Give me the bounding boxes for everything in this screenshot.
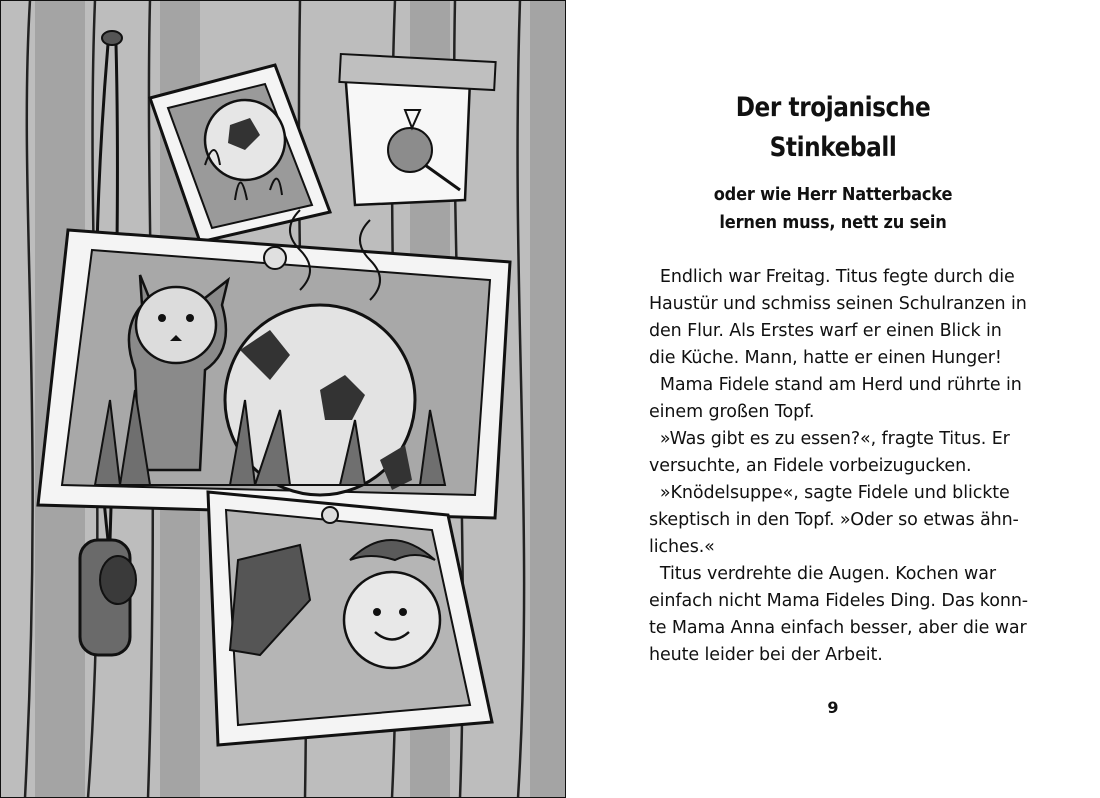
page-number: 9: [827, 698, 839, 717]
body-line: heute leider bei der Arbeit.: [649, 645, 883, 665]
chapter-title-line1: Der trojanische: [735, 92, 931, 123]
body-line: Titus verdrehte die Augen. Kochen war: [649, 564, 996, 584]
text-page: [566, 0, 1100, 798]
body-line: einfach nicht Mama Fideles Ding. Das konn-: [649, 591, 1029, 611]
body-line: liches.«: [649, 537, 715, 557]
body-line: »Knödelsuppe«, sagte Fidele und blickte: [649, 483, 1010, 503]
body-line: die Küche. Mann, hatte er einen Hunger!: [649, 348, 1002, 368]
body-line: den Flur. Als Erstes warf er einen Blick in: [649, 321, 1002, 341]
photo-boy-with-ball: [208, 492, 492, 745]
chapter-title-line2: Stinkeball: [769, 132, 897, 163]
body-line: Endlich war Freitag. Titus fegte durch die: [649, 267, 1015, 287]
body-line: skeptisch in den Topf. »Oder so etwas ähn-: [649, 510, 1019, 530]
chapter-subtitle-line2: lernen muss, nett zu sein: [719, 212, 947, 233]
body-line: te Mama Anna einfach besser, aber die war: [649, 618, 1027, 638]
chapter-subtitle-line1: oder wie Herr Natterbacke: [713, 184, 953, 205]
body-line: Mama Fidele stand am Herd und rührte in: [649, 375, 1022, 395]
body-line: »Was gibt es zu essen?«, fragte Titus. Er: [649, 429, 1010, 449]
body-line: einem großen Topf.: [649, 402, 815, 422]
photo-cat-and-ball: [38, 210, 510, 518]
body-line: versuchte, an Fidele vorbeizugucken.: [649, 456, 972, 476]
body-line: Haustür und schmiss seinen Schulranzen in: [649, 294, 1027, 314]
